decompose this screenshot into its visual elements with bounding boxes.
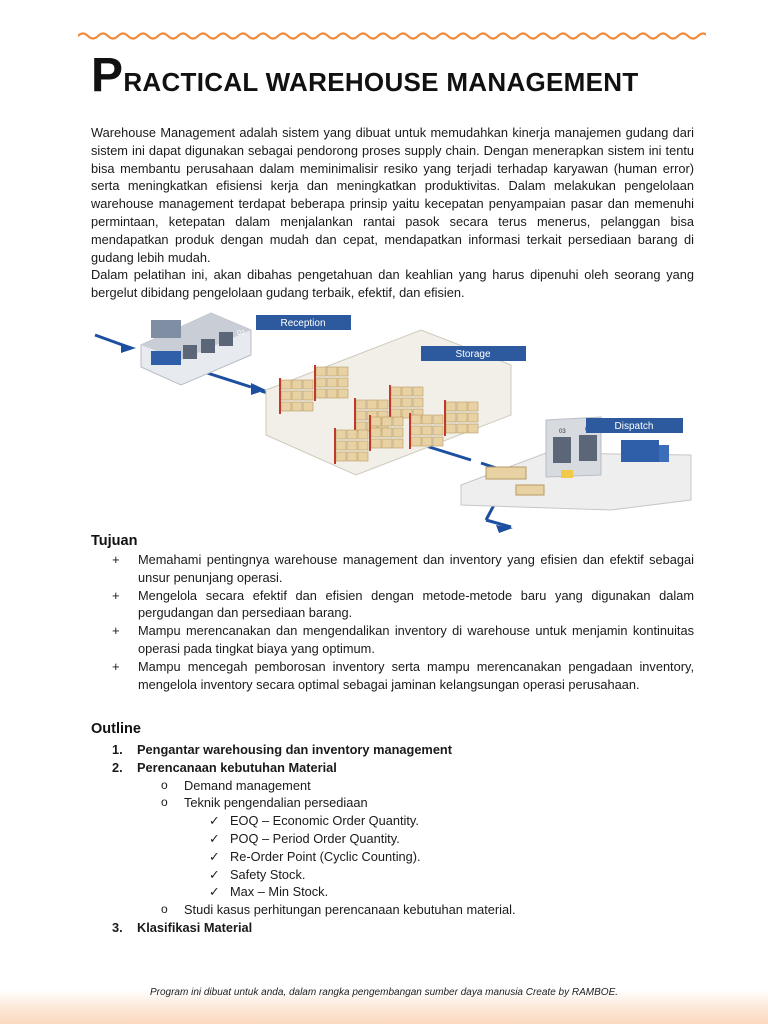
storage-label-box — [421, 346, 526, 361]
reception-label-box — [256, 315, 351, 330]
storage-box — [338, 389, 348, 398]
dock-number: 03 — [559, 429, 566, 435]
outline-subitem-text: Demand management — [184, 777, 311, 793]
checklist-item — [112, 830, 672, 848]
storage-label: Storage — [455, 349, 491, 360]
reception-label: Reception — [280, 318, 326, 329]
checklist-item — [112, 883, 672, 901]
checkmark-icon: ✓ — [209, 884, 220, 900]
outline-item-text: Pengantar warehousing dan inventory management — [137, 742, 453, 757]
arrow-head-icon — [121, 343, 136, 353]
rack-post — [279, 378, 281, 414]
checklist-item — [112, 866, 672, 884]
storage-box — [292, 391, 302, 400]
storage-box — [281, 402, 291, 411]
intro-paragraph-1: Warehouse Management adalah sistem yang dibuat untuk memudahkan kinerja manajemen gudang dari sistem ini dapat digunakan sebagai pendorong proses supply chain. Dengan menerapkan sistem ini tentu bisa membantu perusahaan dalam meminimalisir resiko yang terjadi terhadap karyawan (human error) serta meningkatkan efisiensi kerja dan meningkatkan produktivitas. Dalam melakukan pengelolaan warehouse management terdapat beberapa prinsip yaitu kecepatan penyampaian pasar dan memenuhi permintaan, ketepatan dalam menjalankan rantai pasok secara terus menerus, pelanggan bisa mendapatkan produk dengan mudah dan cepat, mendapatkan informasi terkait persediaan barang di gudang lebih mudah. — [91, 125, 694, 265]
rack-post — [354, 398, 356, 434]
checkmark-icon: ✓ — [209, 866, 220, 882]
storage-box — [358, 430, 368, 439]
title-rest: RACTICAL WAREHOUSE MANAGEMENT — [123, 67, 639, 97]
storage-box — [468, 424, 478, 433]
checklist-item-text: EOQ – Economic Order Quantity. — [230, 813, 419, 829]
list-item — [112, 658, 694, 694]
outline-item — [112, 741, 672, 759]
list-item — [112, 622, 694, 658]
intro-paragraph-2: Dalam pelatihan ini, akan dibahas pengetahuan dan keahlian yang harus dipenuhi oleh seorang yang bergelut dibidang pengelolaan gudang terbaik, efektif, dan efisien. — [91, 267, 694, 301]
storage-box — [281, 391, 291, 400]
page-title — [91, 49, 639, 102]
storage-box — [336, 430, 346, 439]
outline-item — [112, 759, 672, 777]
storage-box — [356, 422, 366, 431]
circle-bullet-icon: o — [161, 795, 168, 810]
list-item-text: Mampu mencegah pemborosan inventory serta mampu merencanakan pengadaan inventory, mengelola inventory secara optimal sebagai jaminan kelangsungan operasi perusahaan. — [138, 658, 694, 692]
checklist-item — [112, 848, 672, 866]
storage-box — [358, 452, 368, 461]
storage-box — [393, 417, 403, 426]
storage-box — [336, 441, 346, 450]
circle-bullet-icon: o — [161, 777, 168, 792]
storage-box — [327, 367, 337, 376]
storage-box — [391, 387, 401, 396]
outline-subitem — [112, 777, 672, 795]
list-item-text: Memahami pentingnya warehouse management dan inventory yang efisien dan efektif sebagai unsur penunjang operasi. — [138, 552, 694, 585]
storage-box — [303, 391, 313, 400]
plus-bullet-icon: + — [112, 623, 120, 639]
storage-box — [457, 413, 467, 422]
outline-number: 1. — [112, 742, 123, 757]
storage-box — [338, 367, 348, 376]
storage-box — [446, 402, 456, 411]
storage-box — [393, 439, 403, 448]
plus-bullet-icon: + — [112, 587, 120, 603]
storage-box — [382, 439, 392, 448]
storage-box — [433, 415, 443, 424]
storage-box — [327, 389, 337, 398]
outline-list — [112, 741, 672, 937]
storage-box — [281, 380, 291, 389]
checklist-item-text: Max – Min Stock. — [230, 884, 329, 900]
checklist-item-text: POQ – Period Order Quantity. — [230, 830, 400, 846]
storage-box — [367, 400, 377, 409]
storage-box — [371, 428, 381, 437]
storage-box — [356, 411, 366, 420]
storage-box — [411, 426, 421, 435]
storage-box — [316, 367, 326, 376]
rack-post — [334, 428, 336, 464]
storage-box — [391, 398, 401, 407]
tujuan-heading: Tujuan — [91, 533, 138, 549]
storage-box — [347, 452, 357, 461]
intro-text — [91, 124, 694, 302]
storage-box — [336, 452, 346, 461]
storage-box — [303, 402, 313, 411]
storage-box — [433, 437, 443, 446]
storage-box — [303, 380, 313, 389]
rack-post — [444, 400, 446, 436]
storage-box — [292, 402, 302, 411]
storage-box — [468, 413, 478, 422]
list-item-text: Mampu merencanakan dan mengendalikan inventory di warehouse untuk menjamin kontinuitas operasi pada tingkat biaya yang optimum. — [138, 623, 694, 656]
storage-box — [391, 409, 401, 418]
storage-box — [413, 387, 423, 396]
storage-box — [347, 430, 357, 439]
rack-post — [409, 413, 411, 449]
storage-box — [358, 441, 368, 450]
storage-box — [422, 415, 432, 424]
reception-building — [141, 313, 251, 385]
list-item — [112, 587, 694, 623]
storage-box — [393, 428, 403, 437]
footer-text: Program ini dibuat untuk anda, dalam rangka pengembangan sumber daya manusia Create by RAMBOE. — [149, 987, 619, 998]
storage-box — [457, 424, 467, 433]
dispatch-label-box — [586, 418, 683, 433]
storage-box — [413, 398, 423, 407]
tujuan-list — [112, 551, 694, 693]
storage-box — [382, 428, 392, 437]
outline-heading: Outline — [91, 721, 141, 737]
list-item — [112, 551, 694, 587]
storage-box — [316, 389, 326, 398]
storage-box — [433, 426, 443, 435]
storage-box — [446, 424, 456, 433]
checkmark-icon: ✓ — [209, 813, 220, 829]
plus-bullet-icon: + — [112, 552, 120, 567]
dock-number: 02 — [237, 330, 245, 337]
storage-box — [422, 437, 432, 446]
plus-bullet-icon: + — [112, 658, 120, 674]
storage-box — [411, 437, 421, 446]
checkmark-icon: ✓ — [209, 848, 220, 864]
warehouse-flow-illustration — [91, 305, 694, 533]
circle-bullet-icon: o — [161, 902, 168, 917]
storage-box — [316, 378, 326, 387]
checklist-item — [112, 812, 672, 830]
checkmark-icon: ✓ — [209, 830, 220, 846]
outline-subitem-text: Studi kasus perhitungan perencanaan kebutuhan material. — [184, 902, 516, 918]
storage-box — [378, 400, 388, 409]
rack-post — [314, 365, 316, 401]
checklist-item-text: Re-Order Point (Cyclic Counting). — [230, 848, 421, 864]
outline-number: 3. — [112, 919, 123, 935]
storage-box — [422, 426, 432, 435]
storage-box — [382, 417, 392, 426]
storage-box — [356, 400, 366, 409]
title-initial: P — [91, 49, 124, 102]
outline-number: 2. — [112, 759, 123, 775]
outline-subitem-text: Teknik pengendalian persediaan — [184, 795, 368, 811]
storage-box — [457, 402, 467, 411]
storage-box — [468, 402, 478, 411]
dispatch-label: Dispatch — [614, 421, 654, 432]
outline-subitem — [112, 901, 672, 919]
rack-post — [389, 385, 391, 421]
storage-box — [347, 441, 357, 450]
outline-subitem — [112, 794, 672, 812]
storage-box — [292, 380, 302, 389]
storage-box — [327, 378, 337, 387]
outline-item-text: Perencanaan kebutuhan Material — [137, 759, 337, 775]
storage-box — [402, 387, 412, 396]
storage-box — [338, 378, 348, 387]
decorative-wave-line — [78, 30, 706, 42]
storage-box — [371, 417, 381, 426]
rack-post — [369, 415, 371, 451]
storage-box — [411, 415, 421, 424]
storage-box — [446, 413, 456, 422]
storage-box — [371, 439, 381, 448]
checklist-item-text: Safety Stock. — [230, 866, 306, 882]
storage-box — [402, 398, 412, 407]
list-item-text: Mengelola secara efektif dan efisien dengan metode-metode baru yang digunakan dalam pergudangan dan persediaan barang. — [138, 587, 694, 621]
outline-item-text: Klasifikasi Material — [137, 919, 253, 935]
outline-item — [112, 919, 672, 937]
